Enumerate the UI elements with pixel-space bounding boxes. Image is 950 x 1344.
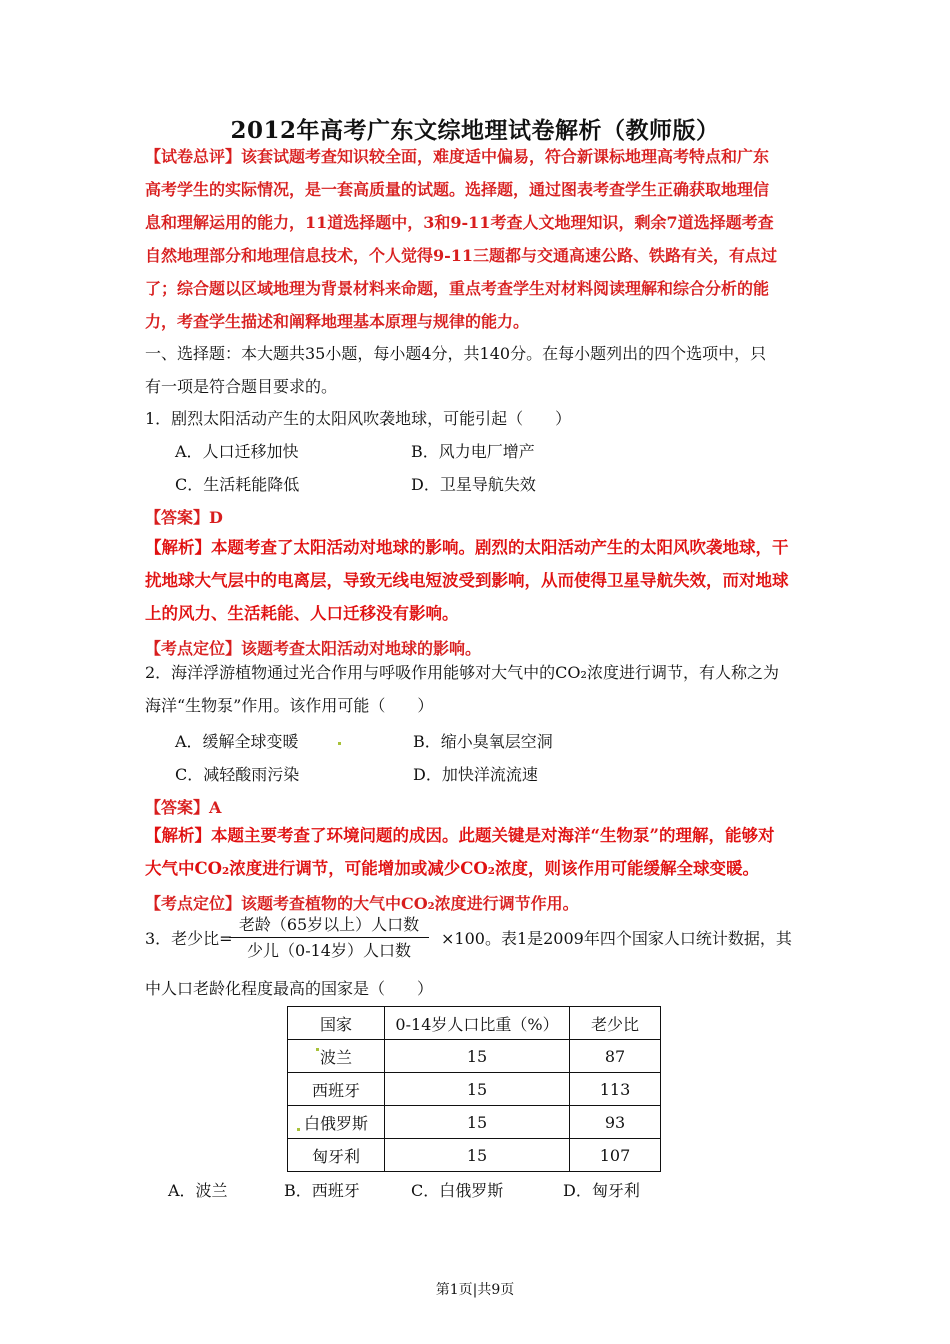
q1-option-d: D．卫星导航失效 (411, 475, 536, 494)
q1-option-b: B．风力电厂增产 (411, 442, 535, 461)
review-line: 自然地理部分和地理信息技术，个人觉得9-11三题都与交通高速公路、铁路有关，有点过 (145, 246, 778, 265)
table-cell: 15 (385, 1106, 570, 1139)
table-cell: 87 (570, 1040, 661, 1073)
table-cell: 波兰 (288, 1040, 385, 1073)
q2-analysis-line: 【解析】本题主要考查了环境问题的成因。此题关键是对海洋“生物泵”的理解，能够对 (145, 826, 775, 845)
q2-answer: 【答案】A (145, 798, 222, 817)
q1-answer: 【答案】D (145, 508, 223, 527)
q2-analysis (145, 819, 815, 885)
q1-option-a: A．人口迁移加快 (175, 442, 299, 461)
section-instructions (145, 337, 815, 403)
table-cell: 15 (385, 1139, 570, 1172)
q3-option-d: D．匈牙利 (563, 1181, 640, 1200)
q1-analysis-line: 上的风力、生活耗能、人口迁移没有影响。 (145, 604, 459, 623)
q3-option-b: B．西班牙 (284, 1181, 360, 1200)
review-paragraph (145, 140, 815, 338)
fraction-denominator: 少儿（0-14岁）人口数 (247, 941, 411, 960)
q2-option-d: D．加快洋流流速 (413, 765, 538, 784)
q3-stem: 中人口老龄化程度最高的国家是（ ） (145, 979, 434, 998)
population-table (287, 1006, 661, 1172)
q2-knowledge-point: 【考点定位】该题考查植物的大气中CO₂浓度进行调节作用。 (145, 894, 579, 913)
table-cell: 15 (385, 1040, 570, 1073)
fraction-numerator: 老龄（65岁以上）人口数 (229, 913, 429, 938)
table-cell: 113 (570, 1073, 661, 1106)
table-cell: 白俄罗斯 (288, 1106, 385, 1139)
table-header-row (288, 1007, 661, 1040)
review-line: 高考学生的实际情况，是一套高质量的试题。选择题，通过图表考查学生正确获取地理信 (145, 180, 770, 199)
q2-option-b: B．缩小臭氧层空洞 (413, 732, 553, 751)
review-line: 力，考查学生描述和阐释地理基本原理与规律的能力。 (145, 312, 530, 331)
table-header: 老少比 (570, 1007, 661, 1040)
q1-stem: 1．剧烈太阳活动产生的太阳风吹袭地球，可能引起（ ） (145, 409, 572, 428)
q3-suffix: ×100。表1是2009年四个国家人口统计数据，其 (441, 929, 792, 948)
q3-option-a: A．波兰 (168, 1181, 228, 1200)
page-footer: 第1页|共9页 (435, 1282, 515, 1298)
table-header: 国家 (288, 1007, 385, 1040)
q3-prefix: 3．老少比= (145, 929, 233, 948)
q3-formula (145, 913, 825, 963)
q2-analysis-line: 大气中CO₂浓度进行调节，可能增加或减少CO₂浓度，则该作用可能缓解全球变暖。 (145, 859, 759, 878)
table-cell: 15 (385, 1073, 570, 1106)
table-cell: 西班牙 (288, 1073, 385, 1106)
q2-option-c: C．减轻酸雨污染 (175, 765, 300, 784)
q2-stem-line: 海洋“生物泵”作用。该作用可能（ ） (145, 696, 434, 715)
q1-analysis (145, 531, 815, 630)
table-cell: 匈牙利 (288, 1139, 385, 1172)
scan-mark (316, 1048, 319, 1051)
table-row (288, 1106, 661, 1139)
scan-mark (338, 742, 341, 745)
table-row (288, 1139, 661, 1172)
section-line: 一、选择题：本大题共35小题，每小题4分，共140分。在每小题列出的四个选项中，只 (145, 344, 767, 363)
scan-mark (297, 1128, 300, 1131)
table-row (288, 1073, 661, 1106)
table-row (288, 1040, 661, 1073)
table-header: 0-14岁人口比重（%） (385, 1007, 570, 1040)
q1-analysis-line: 【解析】本题考查了太阳活动对地球的影响。剧烈的太阳活动产生的太阳风吹袭地球，干 (145, 538, 789, 557)
review-line: 了；综合题以区域地理为背景材料来命题，重点考查学生对材料阅读理解和综合分析的能 (145, 279, 770, 298)
table-cell: 107 (570, 1139, 661, 1172)
table-cell: 93 (570, 1106, 661, 1139)
q2-option-a: A．缓解全球变暖 (175, 732, 299, 751)
q1-option-c: C．生活耗能降低 (175, 475, 300, 494)
q3-option-c: C．白俄罗斯 (411, 1181, 504, 1200)
q2-stem-line: 2．海洋浮游植物通过光合作用与呼吸作用能够对大气中的CO₂浓度进行调节，有人称之为 (145, 663, 779, 682)
section-line: 有一项是符合题目要求的。 (145, 377, 338, 396)
q1-knowledge-point: 【考点定位】该题考查太阳活动对地球的影响。 (145, 639, 482, 658)
review-line: 息和理解运用的能力，11道选择题中，3和9-11考查人文地理知识，剩余7道选择题考查 (145, 213, 774, 232)
q2-stem (145, 656, 815, 722)
q1-analysis-line: 扰地球大气层中的电离层，导致无线电短波受到影响，从而使得卫星导航失效，而对地球 (145, 571, 789, 590)
page-title: 2012年高考广东文综地理试卷解析（教师版） (230, 117, 720, 144)
fraction (229, 913, 429, 962)
review-line: 【试卷总评】该套试题考查知识较全面，难度适中偏易，符合新课标地理高考特点和广东 (145, 147, 770, 166)
